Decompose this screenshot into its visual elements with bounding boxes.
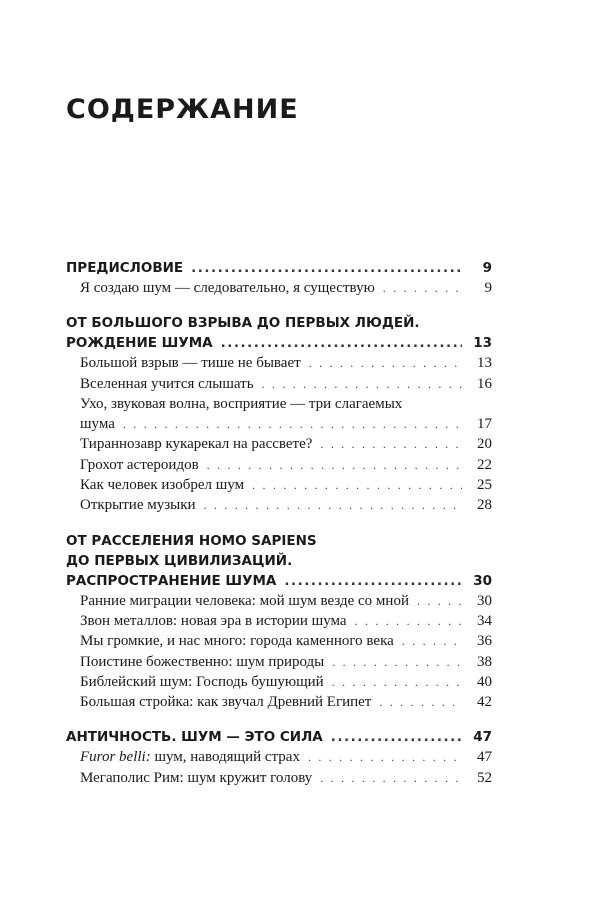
toc-heading-row[interactable] (66, 258, 492, 278)
dot-leader (383, 278, 462, 298)
toc-entry-title: Грохот астероидов (80, 456, 199, 473)
toc-entry-page: 13 (477, 355, 492, 372)
toc-entry-page: 28 (477, 497, 492, 514)
toc-heading-page: 30 (473, 572, 492, 589)
toc-entry-title: Библейский шум: Господь бушующий (80, 673, 324, 690)
dot-leader (309, 353, 462, 373)
toc-entry[interactable] (66, 495, 492, 515)
toc-section-homo-sapiens (66, 531, 492, 713)
toc-entry-title-first-line: Ухо, звуковая волна, восприятие — три слагаемых (80, 395, 403, 412)
dot-leader (320, 768, 462, 788)
toc-entry[interactable] (66, 353, 492, 373)
dot-leader (331, 727, 462, 747)
toc-entry-page: 20 (477, 436, 492, 453)
toc-entry-page: 52 (477, 769, 492, 786)
toc-entry[interactable] (66, 692, 492, 712)
toc-entry[interactable] (66, 631, 492, 651)
toc-entry[interactable] (66, 672, 492, 692)
toc-entry-page: 40 (477, 673, 492, 690)
dot-leader (204, 495, 462, 515)
dot-leader (262, 374, 462, 394)
page-title: СОДЕРЖАНИЕ (66, 94, 299, 125)
toc-entry-title: Как человек изобрел шум (80, 477, 245, 494)
toc-entry-title (80, 747, 300, 767)
toc-entry-title: Поистине божественно: шум природы (80, 653, 325, 670)
toc-entry[interactable] (66, 374, 492, 394)
toc-entry-page: 25 (477, 477, 492, 494)
toc-entry-page: 47 (477, 749, 492, 766)
toc-heading-line: ОТ БОЛЬШОГО ВЗРЫВА ДО ПЕРВЫХ ЛЮДЕЙ. (66, 315, 420, 332)
toc-entry[interactable] (66, 475, 492, 495)
toc-heading-title: АНТИЧНОСТЬ. ШУМ — ЭТО СИЛА (66, 729, 323, 746)
toc-entry-title-italic: Furor belli: (80, 749, 151, 766)
toc-heading-title: РАСПРОСТРАНЕНИЕ ШУМА (66, 572, 277, 589)
toc-heading-page: 47 (473, 729, 492, 746)
toc-entry-page: 30 (477, 592, 492, 609)
toc-entry-title: Большая стройка: как звучал Древний Египет (80, 694, 372, 711)
toc-heading-row[interactable] (66, 571, 492, 591)
dot-leader (417, 591, 462, 611)
toc-heading-title: РОЖДЕНИЕ ШУМА (66, 335, 213, 352)
dot-leader (207, 455, 462, 475)
toc-heading-line: ДО ПЕРВЫХ ЦИВИЛИЗАЦИЙ. (66, 552, 293, 569)
toc-entry[interactable] (66, 434, 492, 454)
toc-entry-title: Большой взрыв — тише не бывает (80, 355, 301, 372)
toc-entry-page: 16 (477, 375, 492, 392)
toc-heading-page: 13 (473, 335, 492, 352)
dot-leader (221, 333, 462, 353)
toc-entry-page: 22 (477, 456, 492, 473)
dot-leader (332, 672, 462, 692)
toc-entry-title: шума (80, 416, 115, 433)
toc-entry-title-rest: шум, наводящий страх (150, 749, 300, 766)
toc-entry[interactable] (66, 414, 492, 434)
table-of-contents (66, 258, 492, 803)
toc-entry[interactable] (66, 455, 492, 475)
toc-entry[interactable] (66, 652, 492, 672)
toc-entry-title: Звон металлов: новая эра в истории шума (80, 612, 347, 629)
dot-leader (320, 434, 462, 454)
toc-entry-page: 38 (477, 653, 492, 670)
toc-heading-page: 9 (482, 260, 492, 276)
toc-section-big-bang (66, 313, 492, 515)
toc-heading-title: ПРЕДИСЛОВИЕ (66, 260, 184, 276)
toc-heading-row[interactable] (66, 333, 492, 353)
toc-section-antiquity (66, 727, 492, 788)
toc-entry-title: Мы громкие, и нас много: города каменного века (80, 633, 394, 650)
toc-entry[interactable] (66, 768, 492, 788)
dot-leader (123, 414, 462, 434)
toc-entry[interactable] (66, 591, 492, 611)
toc-entry-page: 42 (477, 694, 492, 711)
toc-entry-page: 34 (477, 612, 492, 629)
toc-entry-title: Мегаполис Рим: шум кружит голову (80, 769, 313, 786)
toc-heading-line: ОТ РАССЕЛЕНИЯ HOMO SAPIENS (66, 532, 317, 549)
dot-leader (379, 692, 462, 712)
dot-leader (252, 475, 462, 495)
toc-entry-page: 9 (484, 280, 492, 296)
dot-leader (355, 611, 462, 631)
toc-entry-title: Я создаю шум — следовательно, я существую (80, 280, 375, 296)
toc-entry-page: 36 (477, 633, 492, 650)
dot-leader (332, 652, 462, 672)
toc-entry[interactable] (66, 747, 492, 767)
dot-leader (284, 571, 462, 591)
toc-section-preface (66, 258, 492, 298)
toc-entry-title: Ранние миграции человека: мой шум везде со мной (80, 592, 409, 609)
toc-entry-title: Вселенная учится слышать (80, 375, 254, 392)
dot-leader (308, 747, 462, 767)
toc-heading-row[interactable] (66, 727, 492, 747)
dot-leader (402, 631, 462, 651)
toc-entry-title: Открытие музыки (80, 497, 196, 514)
toc-entry-page: 17 (477, 416, 492, 433)
dot-leader (191, 258, 462, 278)
toc-entry-title: Тираннозавр кукарекал на рассвете? (80, 436, 313, 453)
toc-entry[interactable] (66, 278, 492, 298)
toc-entry[interactable] (66, 611, 492, 631)
